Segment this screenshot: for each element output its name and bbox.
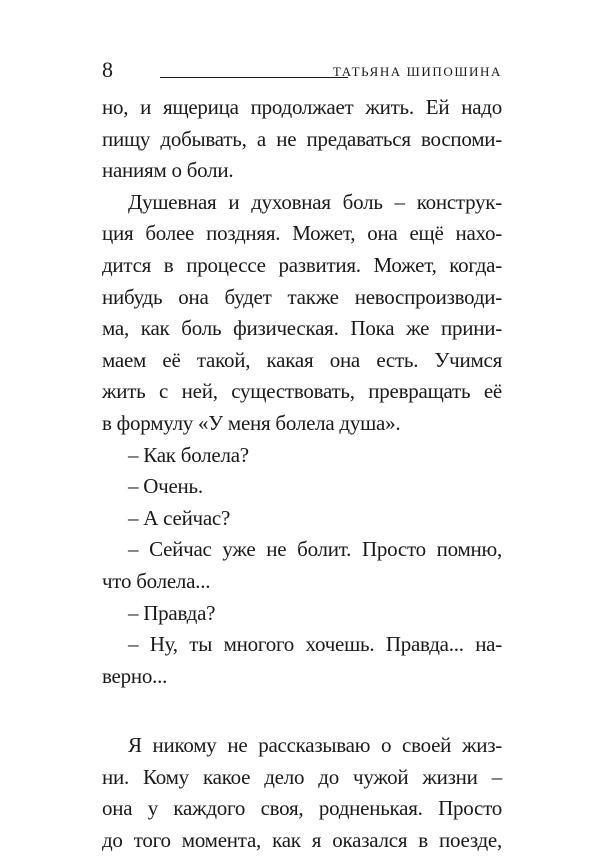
text-line: наниям о боли. [102,158,234,183]
paragraph [102,730,502,856]
text-line: ма, как боль физическая. Пока же прини- [102,316,502,341]
page-header [102,58,502,82]
dialogue-line [102,440,502,472]
text-line: – Правда? [128,600,216,625]
dialogue-line [102,503,502,535]
text-line: в формулу «У меня болела душа». [102,410,401,435]
text-line: Душевная и духовная боль – конструк- [128,189,502,214]
text-line: Я никому не рассказываю о своей жиз- [128,733,502,758]
text-line: она у каждого своя, родненькая. Просто [102,796,502,821]
dialogue-line [102,471,502,503]
paragraph [102,92,502,187]
running-head-author: ТАТЬЯНА ШИПОШИНА [332,64,502,79]
text-line: верно... [102,663,168,688]
text-line: маем её такой, какая она есть. Учимся [102,347,502,372]
text-line: – Ну, ты многого хочешь. Правда... на- [128,632,502,657]
page-number: 8 [102,57,113,82]
text-line: нибудь она будет также невоспроизводи- [102,284,502,309]
section-break [102,692,502,730]
dialogue-line [102,598,502,630]
text-line: но, и ящерица продолжает жить. Ей надо [102,95,502,119]
text-line: что болела... [102,568,211,593]
header-rule [160,77,348,78]
text-line: – Как болела? [128,442,249,467]
dialogue-line [102,629,502,692]
body-text [102,92,502,857]
text-line: дится в процессе развития. Может, когда- [102,252,502,277]
dialogue-line [102,534,502,597]
text-line: – Очень. [128,474,203,499]
paragraph [102,187,502,440]
text-line: – А сейчас? [128,505,231,530]
text-line: пищу добывать, а не предаваться воспоми- [102,126,502,151]
text-line: жить с ней, существовать, превращать её [102,379,502,404]
text-line: до того момента, как я оказался в поезде, [102,828,502,853]
text-line: ни. Кому какое дело до чужой жизни – [102,764,502,789]
text-line: – Сейчас уже не болит. Просто помню, [128,537,502,562]
text-line: ция более поздняя. Может, она ещё нахо- [102,221,502,246]
